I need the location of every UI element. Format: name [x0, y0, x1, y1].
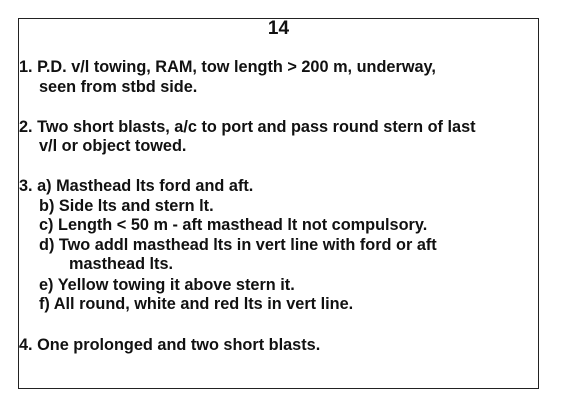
- answer-3-item-d-line-1: d) Two addl masthead lts in vert line with ford or aft: [39, 236, 437, 254]
- answer-3-item-b: b) Side lts and stern lt.: [39, 197, 214, 215]
- answer-3-item-e: e) Yellow towing it above stern it.: [39, 276, 295, 294]
- flashcard: [18, 18, 539, 389]
- answer-4-line-1: 4. One prolonged and two short blasts.: [19, 336, 321, 354]
- answer-2-line-2: v/l or object towed.: [39, 137, 187, 155]
- answer-3-item-a: 3. a) Masthead lts ford and aft.: [19, 177, 254, 195]
- answer-3-item-f: f) All round, white and red lts in vert line.: [39, 295, 354, 313]
- card-number: 14: [267, 18, 290, 39]
- answer-3-item-c: c) Length < 50 m - aft masthead lt not compulsory.: [39, 216, 428, 234]
- answer-1-line-1: 1. P.D. v/l towing, RAM, tow length > 200 m, underway,: [19, 58, 436, 76]
- answer-1-line-2: seen from stbd side.: [39, 78, 198, 96]
- answer-2-line-1: 2. Two short blasts, a/c to port and pass round stern of last: [19, 118, 476, 136]
- answer-3-item-d-line-2: masthead lts.: [69, 255, 174, 273]
